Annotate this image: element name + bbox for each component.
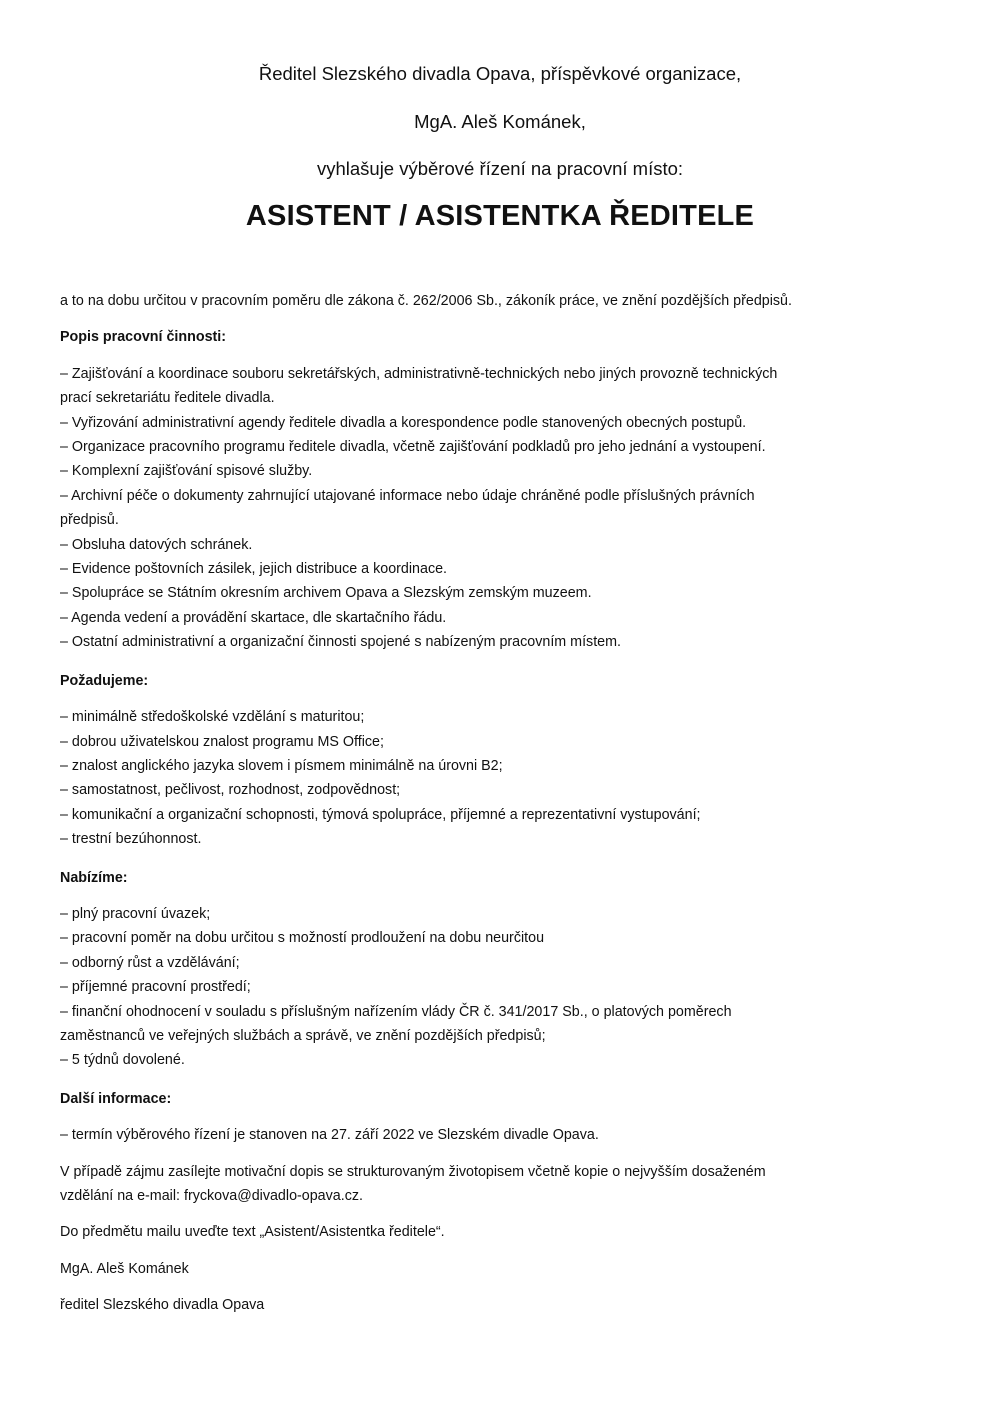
signature-role: ředitel Slezského divadla Opava <box>60 1297 265 1314</box>
list-item: předpisů. <box>60 512 119 529</box>
nabizime-list <box>60 902 940 1073</box>
section-heading-popis: Popis pracovní činnosti: <box>60 329 227 346</box>
email-subject-instruction: Do předmětu mailu uveďte text „Asistent/Asistentka ředitele“. <box>60 1224 445 1241</box>
list-item: – 5 týdnů dovolené. <box>60 1052 185 1069</box>
document-body <box>60 289 940 1318</box>
popis-list <box>60 362 940 655</box>
list-item: – minimálně středoškolské vzdělání s maturitou; <box>60 709 365 726</box>
section-heading-dalsi: Další informace: <box>60 1090 172 1107</box>
header-line-employer: Ředitel Slezského divadla Opava, příspěvkové organizace, <box>258 63 742 84</box>
list-item: – Obsluha datových schránek. <box>60 536 253 553</box>
intro-text: a to na dobu určitou v pracovním poměru dle zákona č. 262/2006 Sb., zákoník práce, ve znění pozdějších předpisů. <box>60 293 792 309</box>
list-item: – Zajišťování a koordinace souboru sekretářských, administrativně-technických nebo jiných provozně technických <box>60 365 778 382</box>
job-title: ASISTENT / ASISTENTKA ŘEDITELE <box>245 200 755 232</box>
list-item: zaměstnanců ve veřejných službách a správě, ve znění pozdějších předpisů; <box>60 1027 546 1044</box>
list-item: – termín výběrového řízení je stanoven na 27. září 2022 ve Slezském divadle Opava. <box>60 1127 599 1144</box>
list-item: – samostatnost, pečlivost, rozhodnost, zodpovědnost; <box>60 782 401 799</box>
list-item: – Spolupráce se Státním okresním archivem Opava a Slezským zemským muzeem. <box>60 585 592 602</box>
dalsi-list <box>60 1123 940 1147</box>
list-item: prací sekretariátu ředitele divadla. <box>60 390 275 407</box>
list-item: – Agenda vedení a provádění skartace, dle skartačního řádu. <box>60 609 447 626</box>
list-item: – finanční ohodnocení v souladu s příslušným nařízením vlády ČR č. 341/2017 Sb., o platových poměrech <box>60 1003 732 1020</box>
list-item: – odborný růst a vzdělávání; <box>60 954 240 971</box>
list-item: – komunikační a organizační schopnosti, týmová spolupráce, příjemné a reprezentativní vystupování; <box>60 806 701 823</box>
signature-name: MgA. Aleš Kománek <box>60 1260 189 1277</box>
list-item: – Organizace pracovního programu ředitele divadla, včetně zajišťování podkladů pro jeho jednání a vystoupení. <box>60 439 766 456</box>
pozadujeme-list <box>60 705 940 851</box>
section-heading-pozadujeme: Požadujeme: <box>60 672 149 689</box>
list-item: – znalost anglického jazyka slovem i písmem minimálně na úrovni B2; <box>60 757 503 774</box>
section-heading-nabizime: Nabízíme: <box>60 869 128 886</box>
list-item: – příjemné pracovní prostředí; <box>60 979 251 996</box>
list-item: – trestní bezúhonnost. <box>60 831 202 848</box>
contact-line-2: vzdělání na e-mail: fryckova@divadlo-opava.cz. <box>60 1188 363 1204</box>
list-item: – plný pracovní úvazek; <box>60 905 211 922</box>
list-item: – dobrou uživatelskou znalost programu MS Office; <box>60 733 384 750</box>
header-line-director: MgA. Aleš Kománek, <box>414 111 586 132</box>
header-line-announcement: vyhlašuje výběrové řízení na pracovní místo: <box>316 158 684 179</box>
list-item: – pracovní poměr na dobu určitou s možností prodloužení na dobu neurčitou <box>60 930 545 947</box>
list-item: – Archivní péče o dokumenty zahrnující utajované informace nebo údaje chráněné podle příslušných právních <box>60 487 755 504</box>
list-item: – Vyřizování administrativní agendy ředitele divadla a korespondence podle stanovených obecných postupů. <box>60 414 747 431</box>
list-item: – Evidence poštovních zásilek, jejich distribuce a koordinace. <box>60 561 448 578</box>
contact-line-1: V případě zájmu zasílejte motivační dopis se strukturovaným životopisem včetně kopie o nejvyšším dosaženém <box>60 1163 766 1180</box>
list-item: – Ostatní administrativní a organizační činnosti spojené s nabízeným pracovním místem. <box>60 634 622 651</box>
list-item: – Komplexní zajišťování spisové služby. <box>60 463 313 480</box>
